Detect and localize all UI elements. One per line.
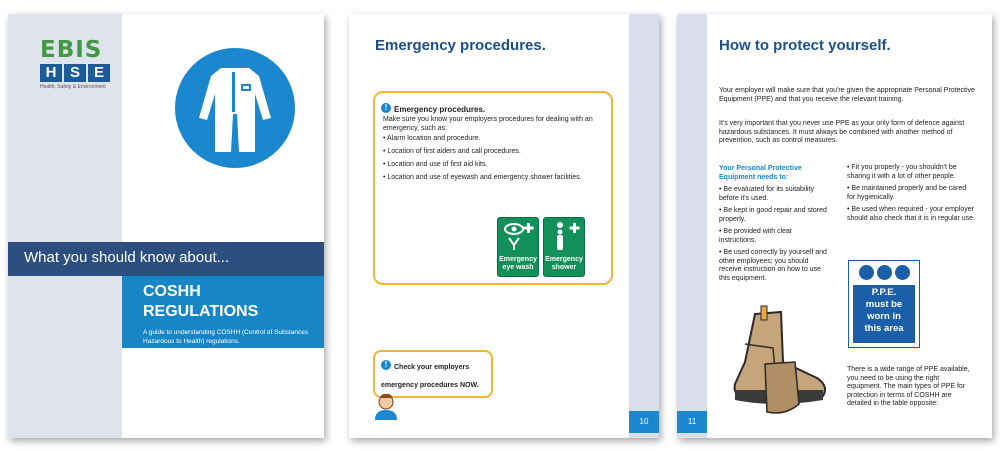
ppe-line: this area [864, 323, 904, 334]
person-avatar-icon [371, 390, 401, 420]
callout-list [383, 129, 609, 181]
page-10-sidebar [629, 14, 659, 438]
page-11 [677, 14, 992, 438]
right-column [847, 164, 975, 223]
intro-paragraph: Your employer will make sure that you're given the appropriate Personal Protective Equipment (PPE) and that you receive the relevant training. [719, 87, 975, 103]
cover-page [8, 14, 324, 438]
ppe-line: worn in [867, 311, 901, 322]
page-number-10: 10 [629, 411, 659, 433]
shower-label: Emergency shower [545, 256, 583, 271]
ppe-line: must be [865, 299, 903, 310]
column-title: Your Personal Protective Equipment needs to: [719, 165, 802, 181]
left-column [719, 164, 831, 283]
hard-hat-icon [859, 265, 874, 280]
list-item: • Location and use of eyewash and emergency shower facilities. [383, 174, 582, 181]
cover-title-line2: REGULATIONS [143, 303, 259, 320]
cover-subtitle: A guide to understanding COSHH (Control of Substances Hazardous to Health) regulations. [143, 329, 309, 345]
bottom-paragraph: There is a wide range of PPE available, you need to be using the right equipment. The main types of PPE for protection in terms of COSHH are detailed in the table opposite: [847, 366, 970, 407]
list-item: • Location and use of first aid kits. [383, 161, 488, 168]
cover-band-text: What you should know about... [24, 249, 230, 266]
eye-wash-sign [497, 217, 539, 277]
list-item: • Location of first aiders and call procedures. [383, 148, 521, 155]
ppe-sign [848, 260, 920, 348]
info-icon: ! [381, 103, 391, 113]
info-icon: ! [381, 360, 391, 370]
callout-intro: Make sure you know your employers procedures for dealing with an emergency, such as: [383, 116, 593, 132]
list-item: • Be maintained properly and be cared for hygienically. [847, 185, 967, 201]
page-10 [349, 14, 659, 438]
gloves-icon [877, 265, 892, 280]
list-item: • Fit you properly - you shouldn't be sharing it with a lot of other people. [847, 164, 957, 180]
protective-suit-icon [175, 48, 295, 168]
speech-text: Check your employers emergency procedures NOW. [381, 364, 479, 389]
list-item: • Be provided with clear instructions. [719, 228, 793, 244]
logo-brand: EBIS [40, 37, 103, 63]
callout-title: Emergency procedures. [394, 105, 486, 114]
cover-title-line1: COSHH [143, 283, 201, 300]
logo-hse [40, 64, 110, 82]
list-item: • Be used when required - your employer should also check that it is in regular use. [847, 206, 976, 222]
logo-letter-s: S [64, 64, 86, 82]
list-item: • Be used correctly by yourself and other employees; you should receive instruction on how to use this equipment. [719, 249, 827, 282]
page-11-sidebar [677, 14, 707, 438]
logo-letter-e: E [88, 64, 110, 82]
warning-paragraph: It's very important that you never use PPE as your only form of defence against hazardous substances. It must always be combined with another method of prevention, such as control measures. [719, 120, 965, 144]
page-number-11: 11 [677, 411, 707, 433]
emergency-callout [373, 91, 613, 285]
list-item: • Alarm location and procedure. [383, 135, 481, 142]
page-11-title: How to protect yourself. [719, 37, 891, 54]
list-item: • Be kept in good repair and stored properly. [719, 207, 827, 223]
boots-icon [895, 265, 910, 280]
logo-tagline: Health, Safety & Environment [40, 84, 106, 90]
logo-letter-h: H [40, 64, 62, 82]
cover-band [8, 242, 324, 276]
list-item: • Be evaluated for its suitability before it's used. [719, 186, 815, 202]
page-10-title: Emergency procedures. [375, 37, 546, 54]
ebis-logo [40, 38, 110, 90]
ppe-line: P.P.E. [871, 287, 897, 298]
safety-boots-icon [725, 304, 833, 422]
eye-wash-label: Emergency eye wash [499, 256, 537, 271]
eye-wash-icon [501, 221, 535, 251]
emergency-shower-sign [543, 217, 585, 277]
ppe-sign-text [853, 285, 915, 343]
cover-title [143, 282, 313, 322]
ppe-icons [849, 265, 919, 280]
shower-icon [547, 221, 581, 251]
